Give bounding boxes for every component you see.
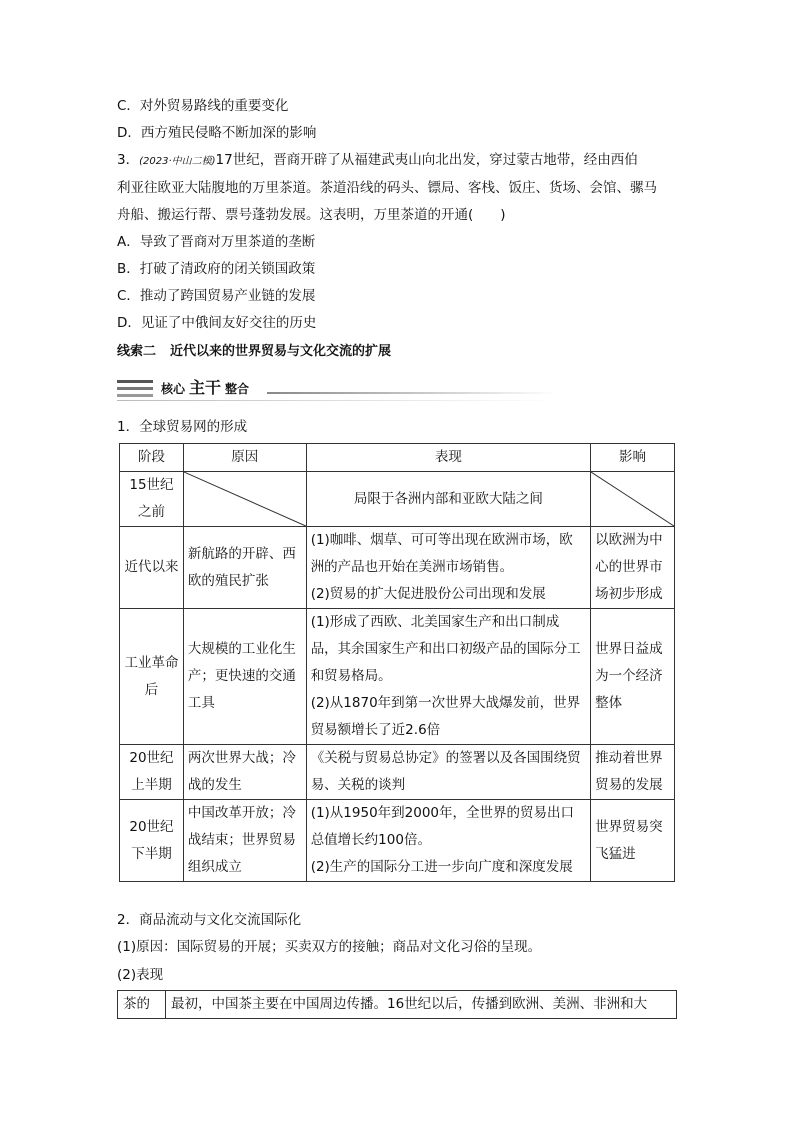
performance-item: (1)咖啡、烟草、可可等出现在欧洲市场，欧洲的产品也开始在美洲市场销售。 bbox=[310, 532, 573, 575]
banner-underline bbox=[117, 400, 557, 401]
cell-performance bbox=[306, 800, 590, 882]
question-3 bbox=[117, 147, 677, 337]
cell-performance: 《关税与贸易总协定》的签署以及各国围绕贸易、关税的谈判 bbox=[306, 745, 590, 800]
option-c-prev: C．对外贸易路线的重要变化 bbox=[117, 98, 289, 114]
tea-text: 最初，中国茶主要在中国周边传播。16世纪以后，传播到欧洲、美洲、非洲和大 bbox=[166, 991, 677, 1019]
cell-impact-empty bbox=[591, 472, 675, 527]
option-d-prev: D．西方殖民侵略不断加深的影响 bbox=[117, 125, 317, 141]
section-banner bbox=[117, 372, 437, 402]
header-performance: 表现 bbox=[306, 444, 590, 472]
reason-paragraph: (1)原因：国际贸易的开展；买卖双方的接触；商品对文化习俗的呈现。 bbox=[117, 939, 542, 955]
banner-rule bbox=[267, 392, 557, 394]
performance-item: (2)从1870年到第一次世界大战爆发前，世界贸易额增长了近2.6倍 bbox=[310, 695, 581, 738]
cell-stage: 工业革命后 bbox=[120, 609, 184, 745]
cell-stage: 20世纪下半期 bbox=[120, 800, 184, 882]
cell-cause: 新航路的开辟、西欧的殖民扩张 bbox=[183, 527, 306, 609]
stem-line-2: 利亚往欧亚大陆腹地的万里茶道。茶道沿线的码头、镖局、客栈、饭庄、货场、会馆、骡马 bbox=[117, 180, 657, 196]
cell-impact: 世界日益成为一个经济整体 bbox=[591, 609, 675, 745]
cell-stage: 20世纪上半期 bbox=[120, 745, 184, 800]
performance-label: (2)表现 bbox=[117, 967, 164, 983]
option-b: B．打破了清政府的闭关锁国政策 bbox=[117, 261, 316, 277]
cell-performance: 局限于各洲内部和亚欧大陆之间 bbox=[306, 472, 590, 527]
clue-title: 近代以来的世界贸易与文化交流的扩展 bbox=[170, 344, 392, 359]
header-stage: 阶段 bbox=[120, 444, 184, 472]
cell-cause: 大规模的工业化生产；更快速的交通工具 bbox=[183, 609, 306, 745]
trade-network-table bbox=[119, 443, 675, 882]
cell-impact: 以欧洲为中心的世界市场初步形成 bbox=[591, 527, 675, 609]
cell-impact: 世界贸易突飞猛进 bbox=[591, 800, 675, 882]
table-row bbox=[120, 609, 675, 745]
diagonal-slash bbox=[184, 472, 306, 526]
option-c: C．推动了跨国贸易产业链的发展 bbox=[117, 288, 316, 304]
option-d: D．见证了中俄间友好交往的历史 bbox=[117, 315, 317, 331]
table-header-row bbox=[120, 444, 675, 472]
cell-performance bbox=[306, 527, 590, 609]
diagonal-slash bbox=[591, 472, 674, 526]
cell-stage: 15世纪之前 bbox=[120, 472, 184, 527]
stem-line-1: 17世纪，晋商开辟了从福建武夷山向北出发，穿过蒙古地带，经由西伯 bbox=[215, 152, 638, 168]
table-row bbox=[120, 472, 675, 527]
cell-impact: 推动着世界贸易的发展 bbox=[591, 745, 675, 800]
stem-line-3: 舟船、搬运行帮、票号蓬勃发展。这表明，万里茶道的开通( ) bbox=[117, 207, 506, 223]
section-1-title: 1．全球贸易网的形成 bbox=[117, 419, 248, 435]
clue-heading bbox=[117, 340, 405, 359]
performance-item: (1)从1950年到2000年，全世界的贸易出口总值增长约100倍。 bbox=[310, 805, 575, 848]
banner-pre: 核心 bbox=[161, 382, 186, 396]
tea-label: 茶的 bbox=[118, 991, 166, 1019]
banner-big: 主干 bbox=[189, 378, 222, 397]
table-row bbox=[120, 527, 675, 609]
cell-performance bbox=[306, 609, 590, 745]
clue-label: 线索二 bbox=[117, 344, 157, 359]
header-cause: 原因 bbox=[183, 444, 306, 472]
banner-stripe bbox=[117, 394, 153, 397]
banner-text bbox=[161, 375, 249, 398]
banner-stripe bbox=[117, 387, 153, 390]
performance-item: (2)生产的国际分工进一步向广度和深度发展 bbox=[310, 859, 573, 875]
table-row bbox=[118, 991, 677, 1019]
question-number: 3． bbox=[117, 152, 140, 168]
section-2-title: 2．商品流动与文化交流国际化 bbox=[117, 912, 302, 928]
cell-cause: 中国改革开放；冷战结束；世界贸易组织成立 bbox=[183, 800, 306, 882]
question-3-stem bbox=[117, 147, 677, 175]
table-row bbox=[120, 800, 675, 882]
question-source: (2023·中山二模) bbox=[139, 156, 216, 167]
performance-item: (1)形成了西欧、北美国家生产和出口制成品，其余国家生产和出口初级产品的国际分工和贸易格局。 bbox=[310, 614, 581, 684]
option-a: A．导致了晋商对万里茶道的垄断 bbox=[117, 234, 316, 250]
performance-item: (2)贸易的扩大促进股份公司出现和发展 bbox=[310, 586, 546, 602]
header-impact: 影响 bbox=[591, 444, 675, 472]
banner-post: 整合 bbox=[225, 382, 250, 396]
tea-table bbox=[117, 990, 677, 1019]
table-row bbox=[120, 745, 675, 800]
banner-stripe bbox=[117, 380, 153, 383]
cell-cause-empty bbox=[183, 472, 306, 527]
cell-cause: 两次世界大战；冷战的发生 bbox=[183, 745, 306, 800]
cell-stage: 近代以来 bbox=[120, 527, 184, 609]
